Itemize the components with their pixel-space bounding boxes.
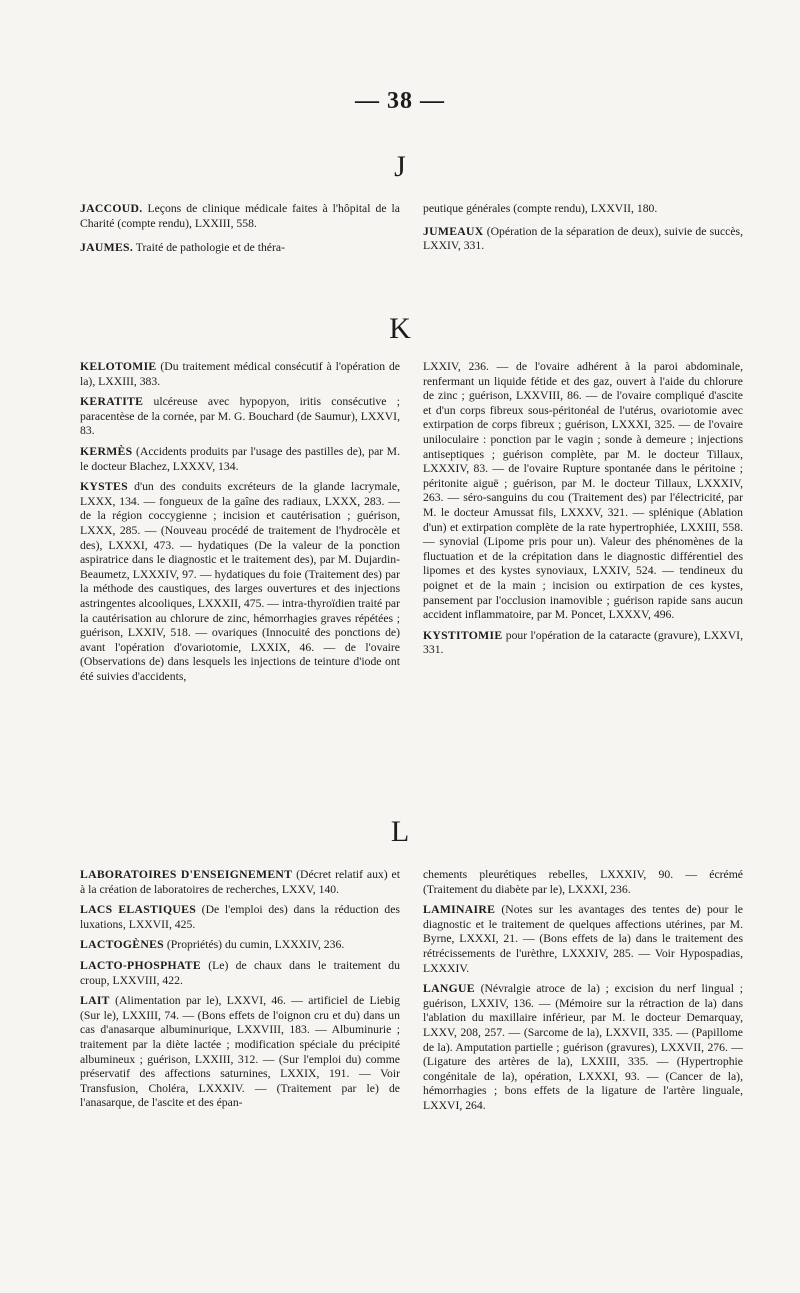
section-j-left-column	[80, 202, 400, 262]
index-entry	[423, 202, 743, 217]
page-number: — 38 —	[355, 88, 445, 114]
entry-text: (Décret relatif aux) et à la création de laboratoires de recherches, LXXV, 140.	[80, 868, 400, 896]
entry-headword: LANGUE	[423, 982, 475, 996]
section-j-right-column	[423, 202, 743, 260]
section-l-right-column	[423, 868, 743, 1120]
entry-headword: LACS ELASTIQUES	[80, 903, 197, 917]
index-entry	[423, 629, 743, 658]
index-entry	[80, 938, 400, 953]
entry-headword: KERATITE	[80, 395, 144, 409]
entry-text: peutique générales (compte rendu), LXXVII, 180.	[423, 202, 658, 215]
entry-text: (Notes sur les avantages des tentes de) pour le diagnostic et le traitement de quelques affections utérines, par M. Byrne, LXXXI, 21. — (Bons effets de la) dans le traitement des rétrécissements de l'urèthre, LXXXIV, 285. — Voir Hypospadias, LXXXIV.	[423, 903, 743, 975]
entry-text: (Accidents produits par l'usage des pastilles de), par M. le docteur Blachez, LXXXV, 134.	[80, 444, 400, 473]
index-entry	[423, 982, 743, 1113]
index-entry	[80, 202, 400, 231]
entry-text: (Du traitement médical consécutif à l'opération de la), LXXIII, 383.	[80, 360, 400, 388]
entry-headword: LACTO-PHOSPHATE	[80, 958, 201, 972]
entry-headword: JUMEAUX	[423, 224, 484, 238]
index-entry	[80, 994, 400, 1111]
entry-headword: KERMÈS	[80, 444, 133, 458]
entry-text: Leçons de clinique médicale faites à l'hôpital de la Charité (compte rendu), LXXIII, 558.	[80, 202, 400, 230]
entry-headword: LABORATOIRES D'ENSEIGNEMENT	[80, 868, 293, 881]
entry-text: (Névralgie atroce de la) ; excision du nerf lingual ; guérison, LXXIV, 136. — (Mémoire sur la rétraction de la) dans l'ablation du maxillaire inférieur, par M. le docteur Demarquay, LXXV, 208, 257. — (Sarcome de la), LXXVII, 335. — (Papillome de la). Amputation partielle ; guérison (gravures), LXXVII, 276. — (Ligature des artères de la), LXXIII, 335. — (Hypertrophie congénitale de la), opération, LXXXI, 93. — (Cancer de la), hémorrhagies ; bons effets de la ligature de l'artère linguale, LXXVI, 264.	[423, 982, 743, 1112]
entry-text: (Propriétés) du cumin, LXXXIV, 236.	[163, 938, 345, 952]
entry-text: d'un des conduits excréteurs de la glande lacrymale, LXXX, 134. — fongueux de la gaîne des radiaux, LXXX, 283. — de la région coccygienne ; incision et cautérisation ; guérison, LXXX, 285. — (Nouveau procédé de traitement de l'hydrocèle et des), LXXXI, 473. — hydatiques (De la valeur de la ponction aspiratrice dans le diagnostic et le traitement des), par M. Dujardin-Beaumetz, LXXXIV, 97. — hydatiques du foie (Traitement des) par la méthode des caustiques, des larges ouvertures et des injections astringentes alcooliques, LXXXII, 475. — intra-thyroïdien traité par la cautérisation au chlorure de zinc, hémorrhagies graves répétées ; guérison, LXXIV, 518. — ovariques (Innocuité des ponctions de) avant l'opération d'ovariotomie, LXXIX, 46. — de l'ovaire (Observations de) dans lesquels les injections de teinture d'iode ont été suivies d'accidents,	[80, 480, 401, 683]
section-letter-l: L	[390, 815, 410, 848]
entry-headword: LACTOGÈNES	[80, 938, 164, 952]
entry-headword: LAMINAIRE	[423, 903, 496, 917]
index-entry	[423, 225, 743, 254]
index-entry	[80, 445, 400, 474]
entry-headword: JAUMES.	[80, 241, 134, 255]
index-entry	[80, 480, 400, 684]
index-entry	[80, 360, 400, 389]
index-entry	[423, 868, 743, 897]
entry-text: (De l'emploi des) dans la réduction des luxations, LXXVII, 425.	[80, 903, 400, 931]
entry-text: ulcéreuse avec hypopyon, iritis consécutive ; paracentèse de la cornée, par M. G. Bouchard (de Saumur), LXXVI, 83.	[80, 395, 400, 438]
entry-headword: LAIT	[80, 994, 110, 1008]
section-k-left-column	[80, 360, 400, 690]
index-entry	[80, 903, 400, 932]
entry-text: (Le) de chaux dans le traitement du croup, LXXVIII, 422.	[80, 958, 400, 987]
index-entry	[80, 959, 400, 988]
entry-text: LXXIV, 236. — de l'ovaire adhérent à la paroi abdominale, renfermant un liquide fétide et des gaz, ouvert à l'aide du chlorure de zinc ; guérison, LXXVIII, 86. — de l'ovaire compliqué d'ascite et d'un corps fibreux sous-péritonéal de l'utérus, ovariotomie avec extirpation de corps fibreux ; guérison, LXXXI, 325. — de l'ovaire uniloculaire : ponction par le vagin ; sonde à demeure ; injections antiseptiques ; guérison complète, par M. le docteur Tillaux, LXXXIV, 83. — de l'ovaire Rupture spontanée dans le péritoine ; péritonite aiguë ; guérison, par M. le docteur Tillaux, LXXXIV, 263. — séro-sanguins du cou (Traitement des) par l'électricité, par M. le docteur Amussat fils, LXXXV, 321. — splénique (Ablation d'un) et extirpation complète de la rate hypertrophiée, LXXIII, 558. — synovial (Lipome pris pour un). Valeur des phénomènes de la fluctuation et de la crépitation dans le diagnostic différentiel des lipomes et des kystes synoviaux, LXXIV, 524. — tendineux du poignet et de la main ; incision ou extirpation de ces kystes, pansement par l'occlusion inamovible ; guérison rapide sans aucun accident inflammatoire, par M. Poncet, LXXXV, 496.	[423, 360, 743, 622]
entry-text: pour l'opération de la cataracte (gravure), LXXVI, 331.	[423, 628, 743, 657]
section-k-right-column	[423, 360, 743, 664]
entry-headword: KYSTITOMIE	[423, 628, 503, 642]
entry-headword: KYSTES	[80, 480, 128, 494]
index-entry	[80, 241, 400, 256]
index-entry	[423, 360, 743, 623]
section-letter-k: K	[389, 312, 411, 345]
entry-headword: JACCOUD.	[80, 202, 143, 215]
entry-text: chements pleurétiques rebelles, LXXXIV, 90. — écrémé (Traitement du diabète par le), LXXXI, 236.	[423, 868, 743, 896]
index-entry	[423, 903, 743, 976]
entry-headword: KELOTOMIE	[80, 360, 157, 373]
section-letter-j: J	[394, 150, 406, 183]
entry-text: (Opération de la séparation de deux), suivie de succès, LXXIV, 331.	[423, 224, 743, 253]
entry-text: Traité de pathologie et de théra-	[133, 241, 285, 255]
index-entry	[80, 395, 400, 439]
index-entry	[80, 868, 400, 897]
section-l-left-column	[80, 868, 400, 1117]
entry-text: (Alimentation par le), LXXVI, 46. — artificiel de Liebig (Sur le), LXXIII, 74. — (Bons effets de l'oignon cru et du) dans un cas d'anasarque albuminurique, LXXVIII, 183. — Albuminurie ; traitement par la diète lactée ; modification spéciale du précipité albumineux ; guérison, LXXIII, 312. — (Sur l'emploi du) comme préservatif des affections saturnines, LXXIX, 191. — Voir Transfusion, Choléra, LXXXIV. — (Traitement par le) de l'anasarque, de l'ascite et des épan-	[80, 994, 400, 1110]
